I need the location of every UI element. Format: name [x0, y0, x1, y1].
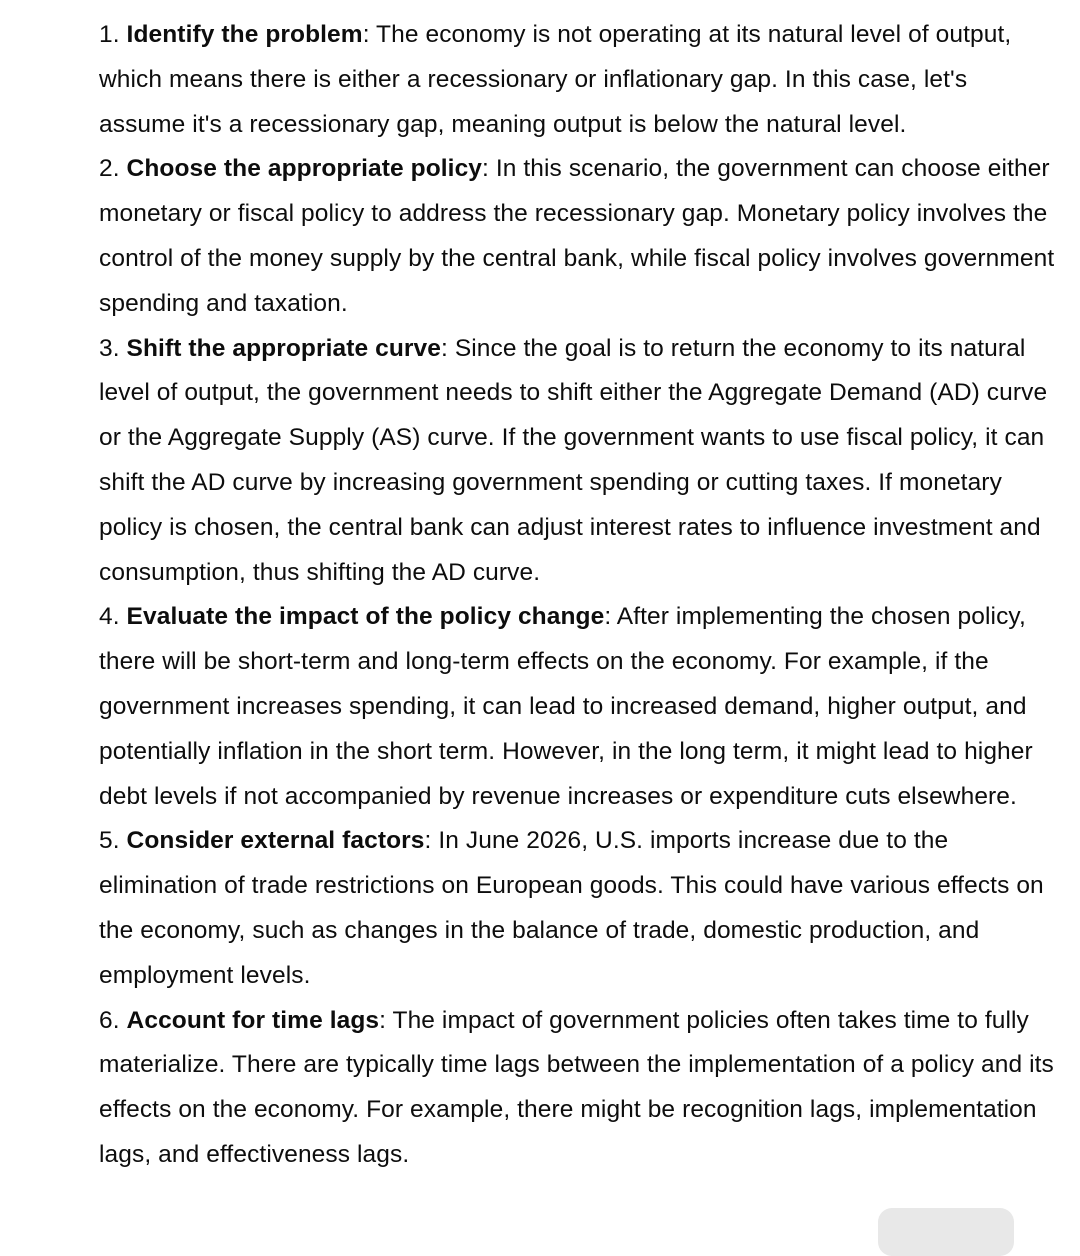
step-label: Account for time lags — [126, 1006, 380, 1034]
step-number: 5. — [99, 827, 127, 855]
step-item-2 — [99, 147, 1058, 326]
step-text: : After implementing the chosen policy, there will be short-term and long-term effects on the economy. For example, if the government increases spending, it can lead to increased demand, higher output, and potentially inflation in the short term. However, in the long term, it might lead to higher debt levels if not accompanied by revenue increases or expenditure cuts elsewhere. — [99, 603, 1033, 810]
partially-visible-floating-button[interactable] — [878, 1208, 1014, 1256]
step-number: 4. — [99, 603, 127, 631]
step-label: Identify the problem — [126, 21, 363, 48]
step-number: 3. — [99, 334, 127, 362]
step-item-6 — [99, 999, 1058, 1178]
step-text: : The economy is not operating at its natural level of output, which means there is either a recessionary or inflationary gap. In this case, let's assume it's a recessionary gap, meaning output is below the natural level. — [99, 21, 1012, 138]
step-item-1 — [99, 13, 1058, 147]
step-item-3 — [99, 327, 1058, 596]
step-label: Consider external factors — [126, 827, 425, 855]
step-text: : Since the goal is to return the economy to its natural level of output, the government needs to shift either the Aggregate Demand (AD) curve or the Aggregate Supply (AS) curve. If the government wants to use fiscal policy, it can shift the AD curve by increasing government spending or cutting taxes. If monetary policy is chosen, the central bank can adjust interest rates to influence investment and consumption, thus shifting the AD curve. — [99, 334, 1048, 586]
step-text: : The impact of government policies often takes time to fully materialize. There are typically time lags between the implementation of a policy and its effects on the economy. For example, there might be recognition lags, implementation lags, and effectiveness lags. — [99, 1006, 1054, 1168]
step-text: : In this scenario, the government can choose either monetary or fiscal policy to address the recessionary gap. Monetary policy involves the control of the money supply by the central bank, while fiscal policy involves government spending and taxation. — [99, 155, 1055, 317]
step-label: Choose the appropriate policy — [126, 155, 483, 183]
step-number: 6. — [99, 1006, 127, 1034]
step-number: 1. — [99, 21, 127, 48]
step-item-5 — [99, 819, 1058, 998]
step-label: Evaluate the impact of the policy change — [126, 603, 605, 631]
step-text: : In June 2026, U.S. imports increase due to the elimination of trade restrictions on European goods. This could have various effects on the economy, such as changes in the balance of trade, domestic production, and employment levels. — [99, 827, 1044, 989]
step-label: Shift the appropriate curve — [126, 334, 441, 362]
step-item-4 — [99, 595, 1058, 819]
step-number: 2. — [99, 155, 127, 183]
